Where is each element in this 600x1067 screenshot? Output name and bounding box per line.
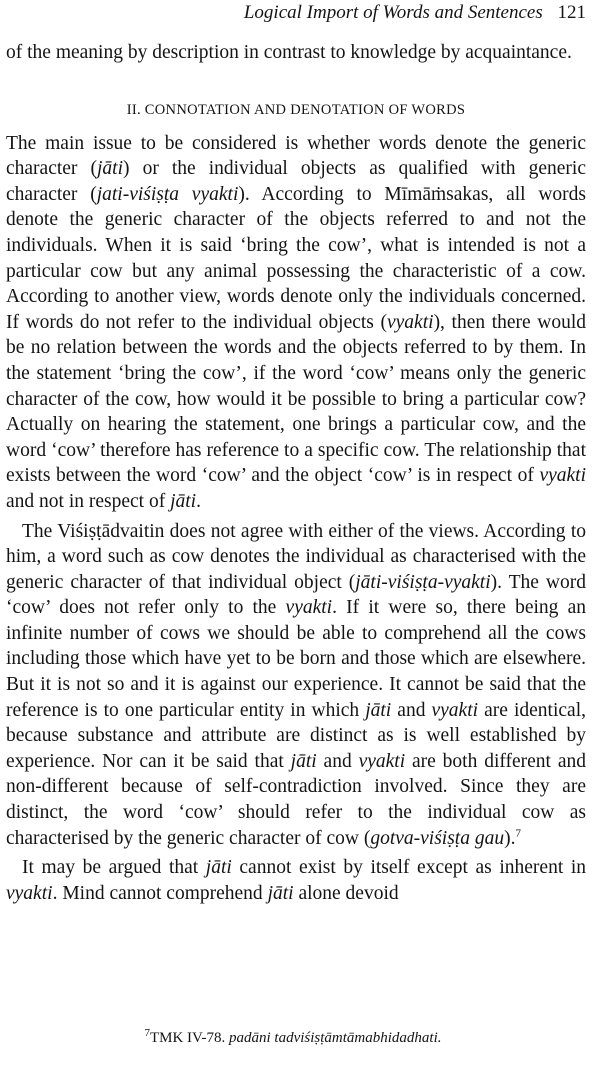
paragraph-2: The Viśiṣṭādvaitin does not agree with either of the views. According to him, a word such as cow denotes the individual as characterised with the generic character of that individual object (jāti-viśiṣṭa-vyakti). The word ‘cow’ does not refer only to the vyakti. If it were so, there being an infinite number of cows we should be able to comprehend all the cows including those which have yet to be born and those which are elsewhere. But it is not so and it is against our experience. It cannot be said that the reference is to one particular entity in which jāti and vyakti are identical, because substance and attribute are distinct as is well established by experience. Nor can it be said that jāti and vyakti are both different and non-different because of self-contradiction involved. Since they are distinct, the word ‘cow’ should refer to the individual cow as characterised by the generic character of cow (gotva-viśiṣṭa gau).$^7$	[6, 520, 587, 849]
footnote	[0, 1027, 586, 1047]
continued-paragraph: of the meaning by description in contrast to knowledge by acquaintance.	[6, 42, 572, 63]
section-heading: II. CONNOTATION AND DENOTATION OF WORDS	[126, 101, 466, 118]
paragraph-1: The main issue to be considered is whether words denote the generic character (jāti) or the individual objects as qualified with generic character (jati-viśiṣṭa vyakti). According to Mīmāṁsakas, all words denote the generic character of the objects referred to and not the individuals. When it is said ‘bring the cow’, what is intended is not a particular cow but any animal possessing the characteristic of a cow. According to another view, words denote only the individuals concerned. If words do not refer to the individual objects (vyakti), then there would be no relation between the words and the objects referred to by them. In the statement ‘bring the cow’, if the word ‘cow’ means only the generic character of the cow, how would it be possible to bring a particular cow? Actually on hearing the statement, one brings a particular cow, and the word ‘cow’ therefore has reference to a specific cow. The relationship that exists between the word ‘cow’ and the object ‘cow’ is in respect of vyakti and not in respect of jāti.	[6, 132, 587, 512]
footnote-text: TMK IV-78.	[149, 1030, 229, 1046]
page-body	[6, 40, 586, 910]
footnote-quote: padāni tadviśiṣṭāmtāmabhidadhati.	[229, 1030, 442, 1046]
running-header	[244, 2, 586, 24]
page-number: 121	[557, 2, 586, 23]
paragraph-3: It may be argued that jāti cannot exist by itself except as inherent in vyakti. Mind cannot comprehend jāti alone devoid	[6, 857, 586, 904]
footnote-marker: 7	[144, 1027, 150, 1039]
footnote-reference[interactable]: 7	[515, 827, 521, 840]
running-title: Logical Import of Words and Sentences	[243, 2, 543, 23]
